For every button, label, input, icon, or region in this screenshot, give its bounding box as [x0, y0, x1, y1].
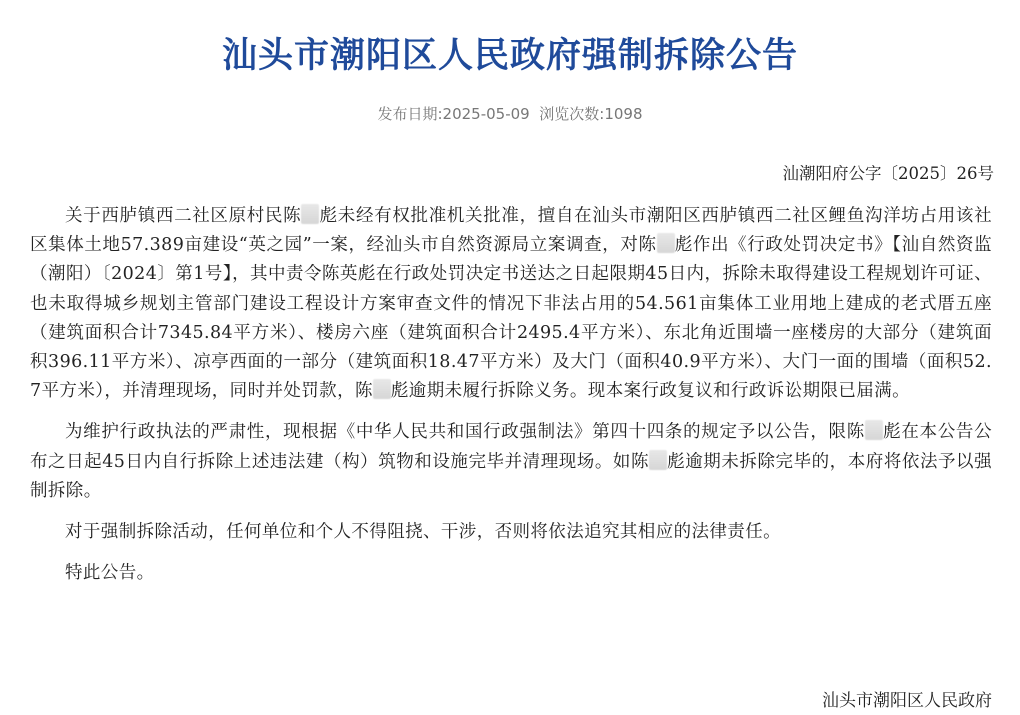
- paragraph-text: 为维护行政执法的严肃性，现根据《中华人民共和国行政强制法》第四十四条的规定予以公告，限陈: [65, 422, 865, 443]
- paragraph-notice: [30, 418, 992, 506]
- redacted-name-mask: [373, 379, 391, 399]
- paragraph-text: 彪逾期未拆除完毕的，本府将依法予以强制拆除。: [30, 451, 993, 501]
- paragraph-case-facts: [30, 202, 992, 406]
- view-count-value: 1098: [604, 105, 643, 123]
- redacted-name-mask: [865, 420, 883, 440]
- paragraph-text: 彪未经有权批准机关批准，擅自在汕头市潮阳区西胪镇西二社区鲤鱼沟洋坊占用该社区集体土地57.389亩建设“英之园”一案，经汕头市自然资源局立案调查，对陈: [30, 206, 992, 256]
- paragraph-closing: 特此公告。: [65, 563, 155, 584]
- page-title: 汕头市潮阳区人民政府强制拆除公告: [221, 36, 798, 76]
- document-number: 汕潮阳府公字〔2025〕26号: [782, 164, 994, 183]
- publish-meta: [0, 103, 1020, 124]
- redacted-name-mask: [301, 204, 319, 224]
- redacted-name-mask: [657, 233, 675, 253]
- paragraph-text: 彪逾期未履行拆除义务。现本案行政复议和行政诉讼期限已届满。: [390, 381, 910, 402]
- announcement-body: [30, 202, 992, 600]
- publish-date-value: 2025-05-09: [442, 105, 530, 123]
- paragraph-text: 彪作出《行政处罚决定书》【汕自然资监（潮阳）〔2024〕第1号】，其中责令陈英彪在行政处罚决定书送达之日起限期45日内，拆除未取得建设工程规划许可证、也未取得城乡规划主管部门建设工程设计方案审查文件的情况下非法占用的54.561亩集体工业用地上建成的老式厝五座（建筑面积合计7345.84平方米）、楼房六座（建筑面积合计2495.4平方米）、东北角近围墙一座楼房的大部分（建筑面积396.11平方米）、凉亭西面的一部分（建筑面积18.47平方米）及大门（面积40.9平方米）、大门一面的围墙（面积52.7平方米），并清理现场，同时并处罚款，陈: [30, 235, 993, 402]
- paragraph-text: 关于西胪镇西二社区原村民陈: [65, 206, 302, 226]
- paragraph-text: 彪在本公告公布之日起45日内自行拆除上述违法建（构）筑物和设施完毕并清理现场。如陈: [30, 422, 992, 472]
- view-count-label: 浏览次数:: [539, 105, 605, 123]
- paragraph-warning: 对于强制拆除活动，任何单位和个人不得阻挠、干涉，否则将依法追究其相应的法律责任。: [65, 522, 781, 543]
- publish-date-label: 发布日期:: [377, 105, 443, 123]
- issuing-authority: 汕头市潮阳区人民政府: [822, 691, 992, 711]
- redacted-name-mask: [649, 450, 667, 470]
